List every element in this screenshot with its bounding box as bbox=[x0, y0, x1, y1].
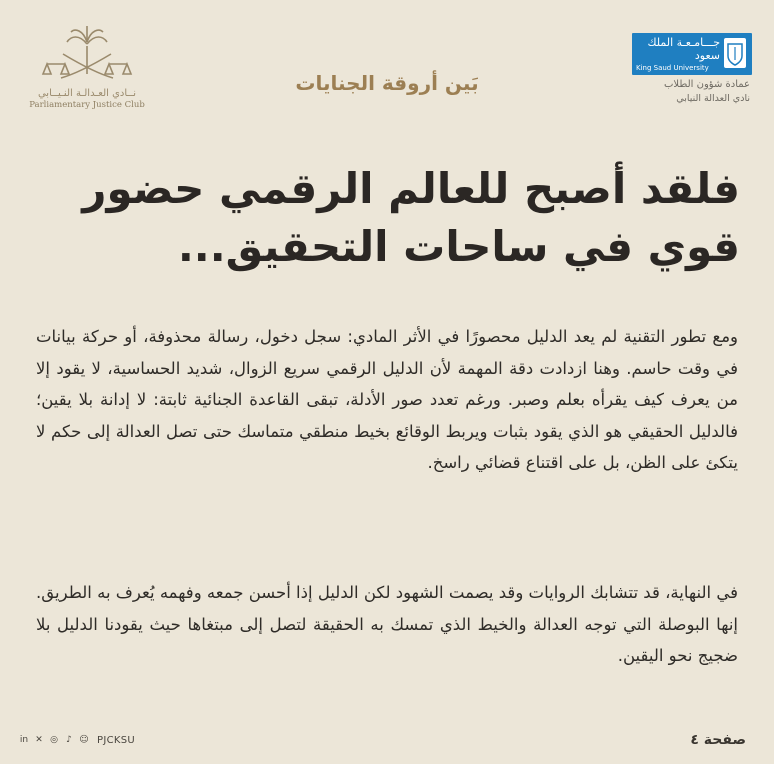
ksu-seal-icon bbox=[724, 38, 746, 68]
club-name-arabic: نــادي العـدالـة النـيــابي bbox=[37, 88, 137, 99]
club-name-english: Parliamentary Justice Club bbox=[29, 100, 145, 110]
x-icon[interactable]: ✕ bbox=[35, 735, 43, 745]
tiktok-icon[interactable]: ♪ bbox=[66, 735, 72, 745]
social-handle: PJCKSU bbox=[97, 734, 135, 746]
king-saud-university-logo bbox=[632, 33, 752, 75]
university-name-english: King Saud University bbox=[636, 64, 709, 72]
social-links bbox=[18, 734, 135, 746]
deanship-label: عمادة شؤون الطلاب bbox=[664, 79, 750, 90]
linkedin-icon[interactable]: in bbox=[19, 735, 29, 745]
club-label: نادي العدالة النيابي bbox=[676, 93, 750, 104]
headline: فلقد أصبح للعالم الرقمي حضور قوي في ساحات التحقيق... bbox=[82, 164, 740, 271]
section-title: بَين أروقة الجنايات bbox=[295, 71, 479, 95]
paragraph-2: في النهاية، قد تتشابك الروايات وقد يصمت الشهود لكن الدليل إذا أحسن جمعه وفهمه يُعرف به الطريق. إنها البوصلة التي توجه العدالة والخيط الذي تمسك به الحقيقة لتصل إلى مبتغاها حيث يقودنا الدليل بلا ضجيج نحو اليقين. bbox=[36, 583, 738, 665]
paragraph-1: ومع تطور التقنية لم يعد الدليل محصورًا في الأثر المادي: سجل دخول، رسالة محذوفة، أو حركة بيانات في وقت حاسم. وهنا ازدادت دقة المهمة لأن الدليل الرقمي سريع الزوال، شديد الحساسية، لا يقود إلا من يعرف كيف يقرأه بعلم وصبر. ورغم تعدد صور الأدلة، تبقى القاعدة الجنائية ثابتة: لا إدانة بلا يقين؛ فالدليل الحقيقي هو الذي يقود بثبات ويربط الوقائع بخيط منطقي متماسك حتى تصل العدالة إلى حكم لا يتكئ على الظن، بل على اقتناع قضائي راسخ. bbox=[36, 327, 738, 472]
page-number: صفحة ٤ bbox=[690, 732, 746, 748]
university-name-arabic: جـــامـعـة الملك سعود bbox=[647, 36, 720, 62]
snapchat-icon[interactable]: ☺ bbox=[79, 735, 89, 745]
instagram-icon[interactable]: ◎ bbox=[50, 735, 58, 745]
